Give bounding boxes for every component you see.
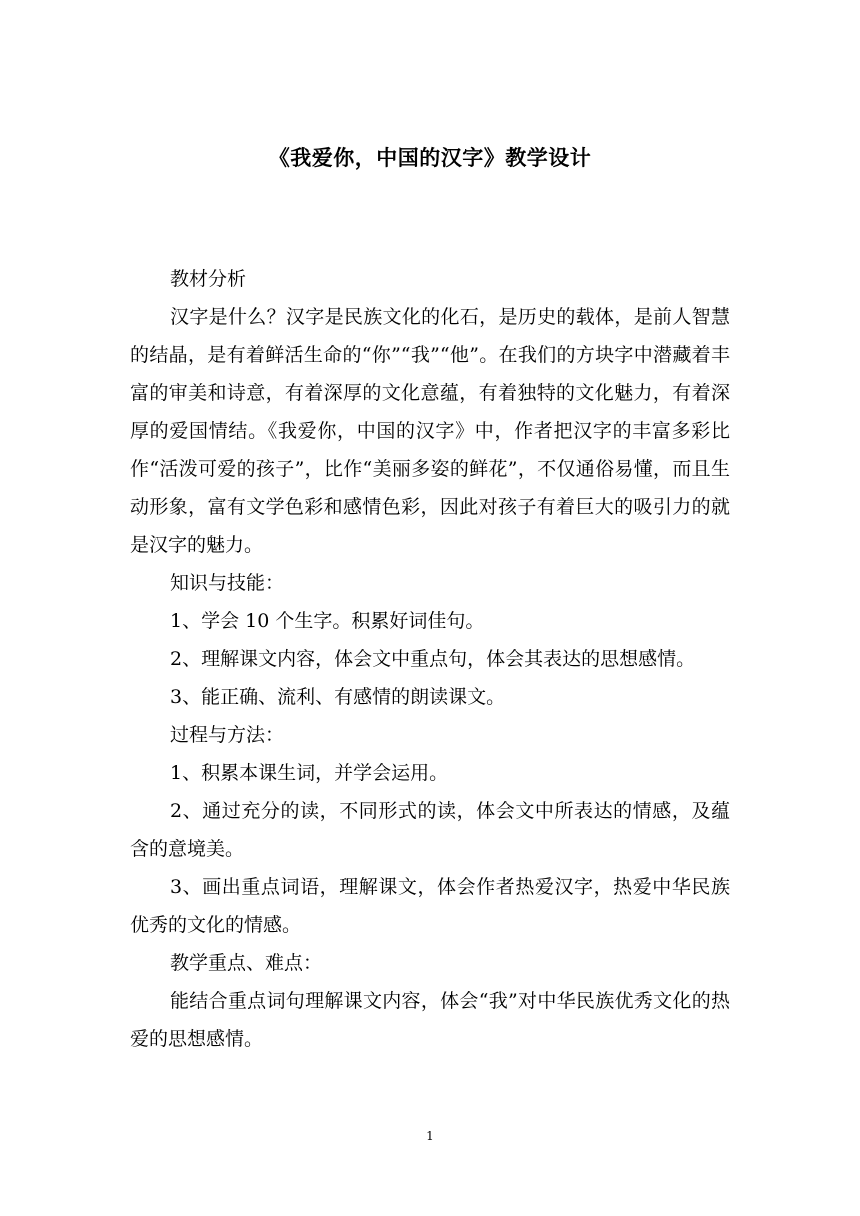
process-method-item-3: 3、画出重点词语，理解课文，体会作者热爱汉字，热爱中华民族优秀的文化的情感。	[130, 876, 730, 936]
section-heading-process-methods: 过程与方法：	[170, 724, 285, 746]
section-heading-material-analysis: 教材分析	[170, 268, 247, 290]
key-points-paragraph: 能结合重点词句理解课文内容，体会“我”对中华民族优秀文化的热爱的思想感情。	[130, 990, 730, 1050]
process-method-item-1: 1、积累本课生词，并学会运用。	[170, 762, 449, 784]
knowledge-skill-item-3: 3、能正确、流利、有感情的朗读课文。	[170, 686, 506, 708]
knowledge-skill-item-1: 1、学会 10 个生字。积累好词佳句。	[170, 610, 485, 632]
material-analysis-paragraph: 汉字是什么？汉字是民族文化的化石，是历史的载体，是前人智慧的结晶，是有着鲜活生命的“你”“我”“他”。在我们的方块字中潜藏着丰富的审美和诗意，有着深厚的文化意蕴，有着独特的文化魅力，有着深厚的爱国情结。《我爱你，中国的汉字》中，作者把汉字的丰富多彩比作“活泼可爱的孩子”，比作“美丽多姿的鲜花”，不仅通俗易懂，而且生动形象，富有文学色彩和感情色彩，因此对孩子有着巨大的吸引力的就是汉字的魅力。	[130, 306, 730, 556]
section-heading-key-points: 教学重点、难点：	[170, 952, 323, 974]
page-number: 1	[426, 1129, 434, 1143]
process-method-item-2: 2、通过充分的读，不同形式的读，体会文中所表达的情感，及蕴含的意境美。	[130, 800, 730, 860]
document-title: 《我爱你，中国的汉字》教学设计	[268, 146, 592, 170]
section-heading-knowledge-skills: 知识与技能：	[170, 572, 285, 594]
knowledge-skill-item-2: 2、理解课文内容，体会文中重点句，体会其表达的思想感情。	[170, 648, 696, 670]
document-body	[130, 260, 730, 1058]
